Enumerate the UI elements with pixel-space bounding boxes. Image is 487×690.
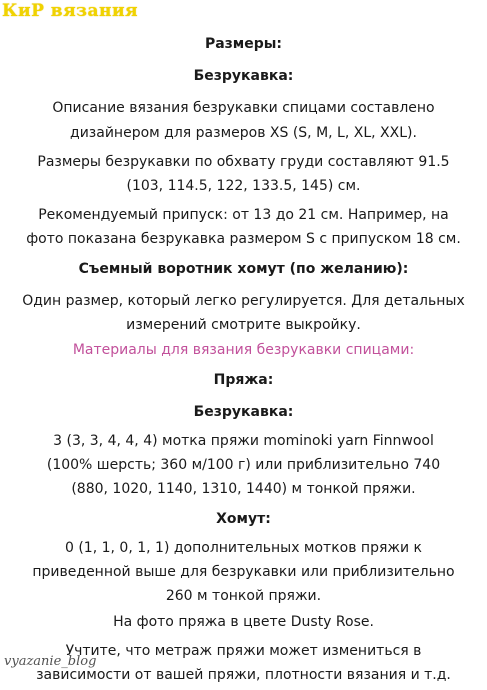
description-line: Описание вязания безрукавки спицами составлено (52, 100, 435, 116)
note-line: Учтите, что метраж пряжи может измениться в (65, 643, 422, 659)
materials-heading: Материалы для вязания безрукавки спицами: (72, 342, 415, 358)
ease-line: Рекомендуемый припуск: от 13 до 21 см. Например, на (38, 207, 449, 223)
cowl-line: приведенной выше для безрукавки или приблизительно (32, 564, 455, 580)
collar-line: Один размер, который легко регулируется. Для детальных (22, 293, 465, 309)
chest-size-line: (103, 114.5, 122, 133.5, 145) см. (126, 178, 361, 194)
yarn-heading: Пряжа: (213, 372, 274, 388)
vest-heading: Безрукавка: (193, 68, 294, 84)
note-line: зависимости от вашей пряжи, плотности вязания и т.д. (36, 667, 451, 683)
site-logo: КиР вязания (2, 1, 139, 21)
yarn-line: (100% шерсть; 360 м/100 г) или приблизительно 740 (46, 457, 441, 473)
collar-line: измерений смотрите выкройку. (126, 317, 361, 333)
collar-heading: Съемный воротник хомут (по желанию): (78, 261, 409, 277)
yarn-line: (880, 1020, 1140, 1310, 1440) м тонкой пряжи. (71, 481, 416, 497)
description-line: дизайнером для размеров XS (S, M, L, XL, XXL). (70, 125, 417, 141)
cowl-line: 260 м тонкой пряжи. (165, 588, 322, 604)
ease-line: фото показана безрукавка размером S с припуском 18 см. (26, 231, 461, 247)
cowl-heading: Хомут: (216, 511, 271, 527)
blog-watermark: vyazanie_blog (4, 654, 97, 669)
yarn-color-line: На фото пряжа в цвете Dusty Rose. (113, 614, 374, 630)
chest-size-line: Размеры безрукавки по обхвату груди составляют 91.5 (37, 154, 450, 170)
sizes-heading: Размеры: (204, 36, 283, 52)
cowl-line: 0 (1, 1, 0, 1, 1) дополнительных мотков пряжи к (64, 540, 423, 556)
yarn-line: 3 (3, 3, 4, 4, 4) мотка пряжи mominoki yarn Finnwool (53, 433, 434, 449)
vest-yarn-heading: Безрукавка: (193, 404, 294, 420)
